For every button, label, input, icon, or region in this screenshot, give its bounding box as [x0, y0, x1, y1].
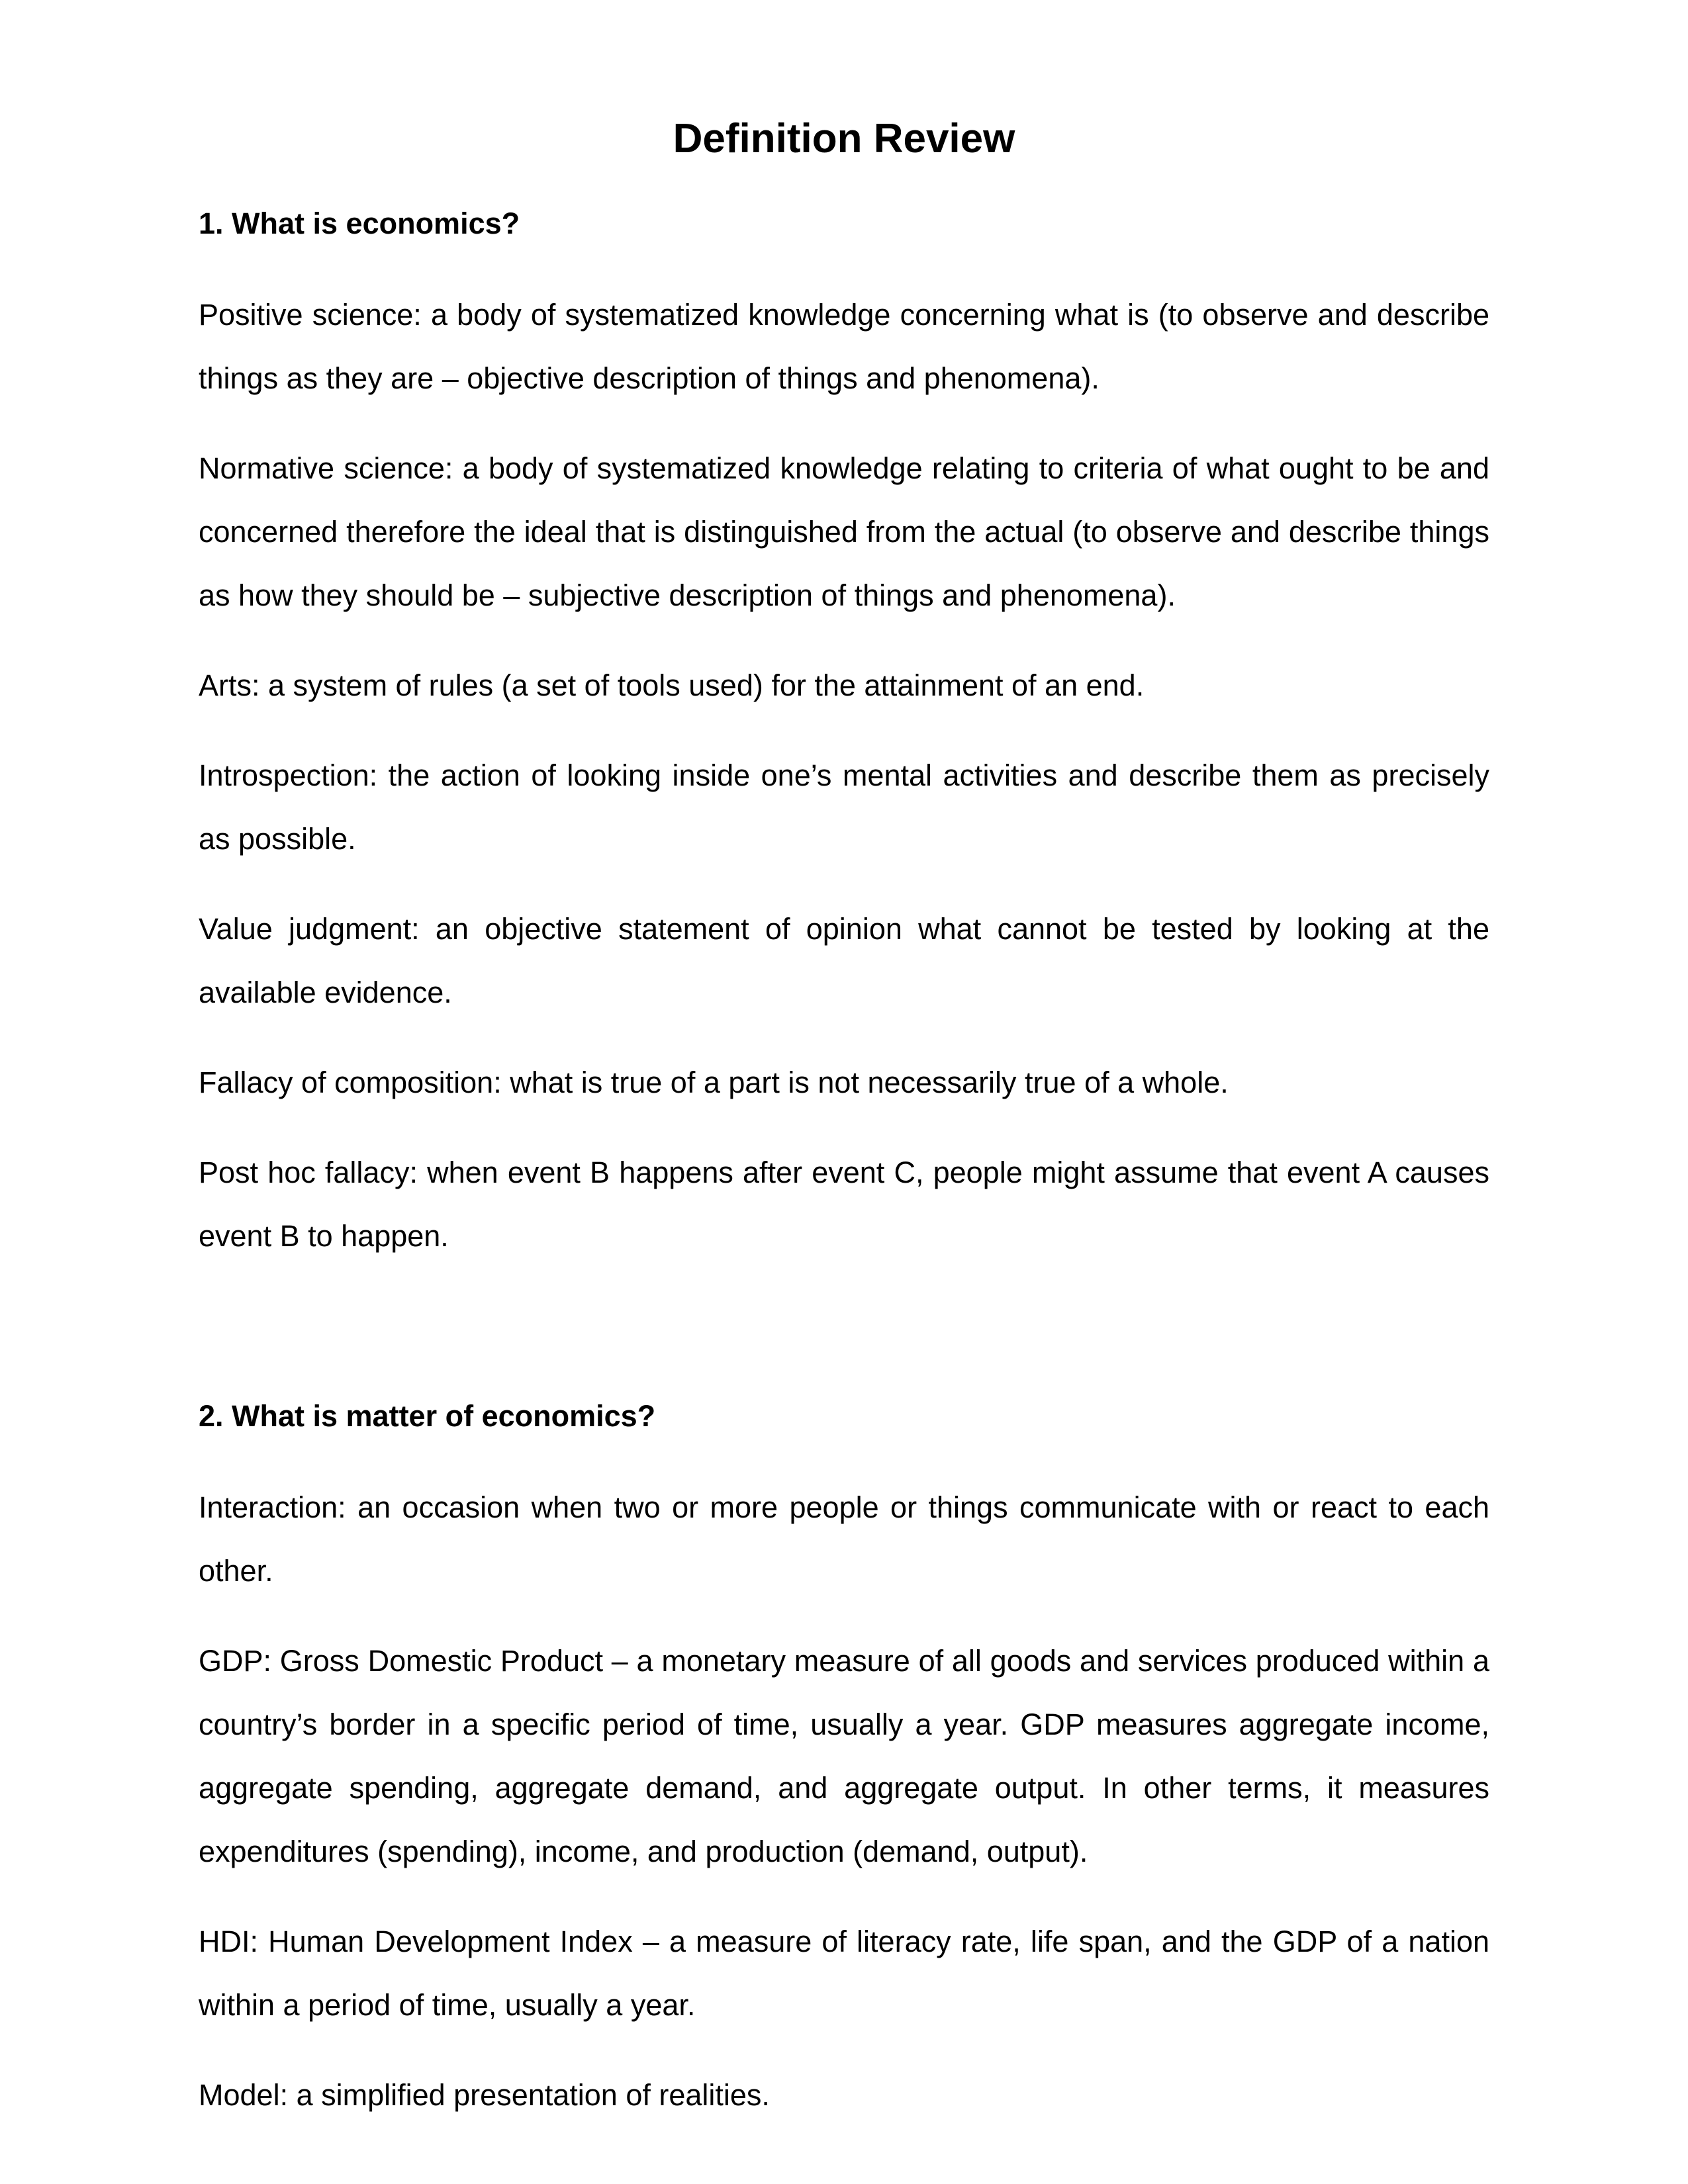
page-title: Definition Review [673, 116, 1015, 161]
definition-gdp: GDP: Gross Domestic Product – a monetary measure of all goods and services produced within a country’s border in a specific period of time, usually a year. GDP measures aggregate income, aggregate spending, aggregate demand, and aggregate output. In other terms, it measures expenditures (spending), income, and production (demand, output). [199, 1644, 1489, 1868]
definition-normative-science: Normative science: a body of systematized knowledge relating to criteria of what ought to be and concerned therefore the ideal that is distinguished from the actual (to observe and describe things as how they should be – subjective description of things and phenomena). [199, 451, 1489, 612]
section-2-heading: 2. What is matter of economics? [199, 1399, 656, 1433]
definition-positive-science: Positive science: a body of systematized knowledge concerning what is (to observe and describe things as they are – objective description of things and phenomena). [199, 298, 1489, 395]
definition-hdi: HDI: Human Development Index – a measure of literacy rate, life span, and the GDP of a nation within a period of time, usually a year. [199, 1925, 1489, 2022]
section-break [199, 1295, 1489, 1358]
definition-post-hoc-fallacy: Post hoc fallacy: when event B happens after event C, people might assume that event A causes event B to happen. [199, 1156, 1489, 1253]
section-what-is-matter-of-economics [199, 1385, 1489, 2127]
definition-model: Model: a simplified presentation of realities. [199, 2078, 770, 2112]
definition-fallacy-of-composition: Fallacy of composition: what is true of a part is not necessarily true of a whole. [199, 1066, 1229, 1099]
section-1-heading: 1. What is economics? [199, 206, 520, 240]
definition-introspection: Introspection: the action of looking inside one’s mental activities and describe them as precisely as possible. [199, 758, 1489, 856]
definition-value-judgment: Value judgment: an objective statement of opinion what cannot be tested by looking at the available evidence. [199, 912, 1489, 1009]
definition-interaction: Interaction: an occasion when two or more people or things communicate with or react to each other. [199, 1490, 1489, 1588]
section-what-is-economics [199, 192, 1489, 1268]
definition-arts: Arts: a system of rules (a set of tools used) for the attainment of an end. [199, 668, 1145, 702]
